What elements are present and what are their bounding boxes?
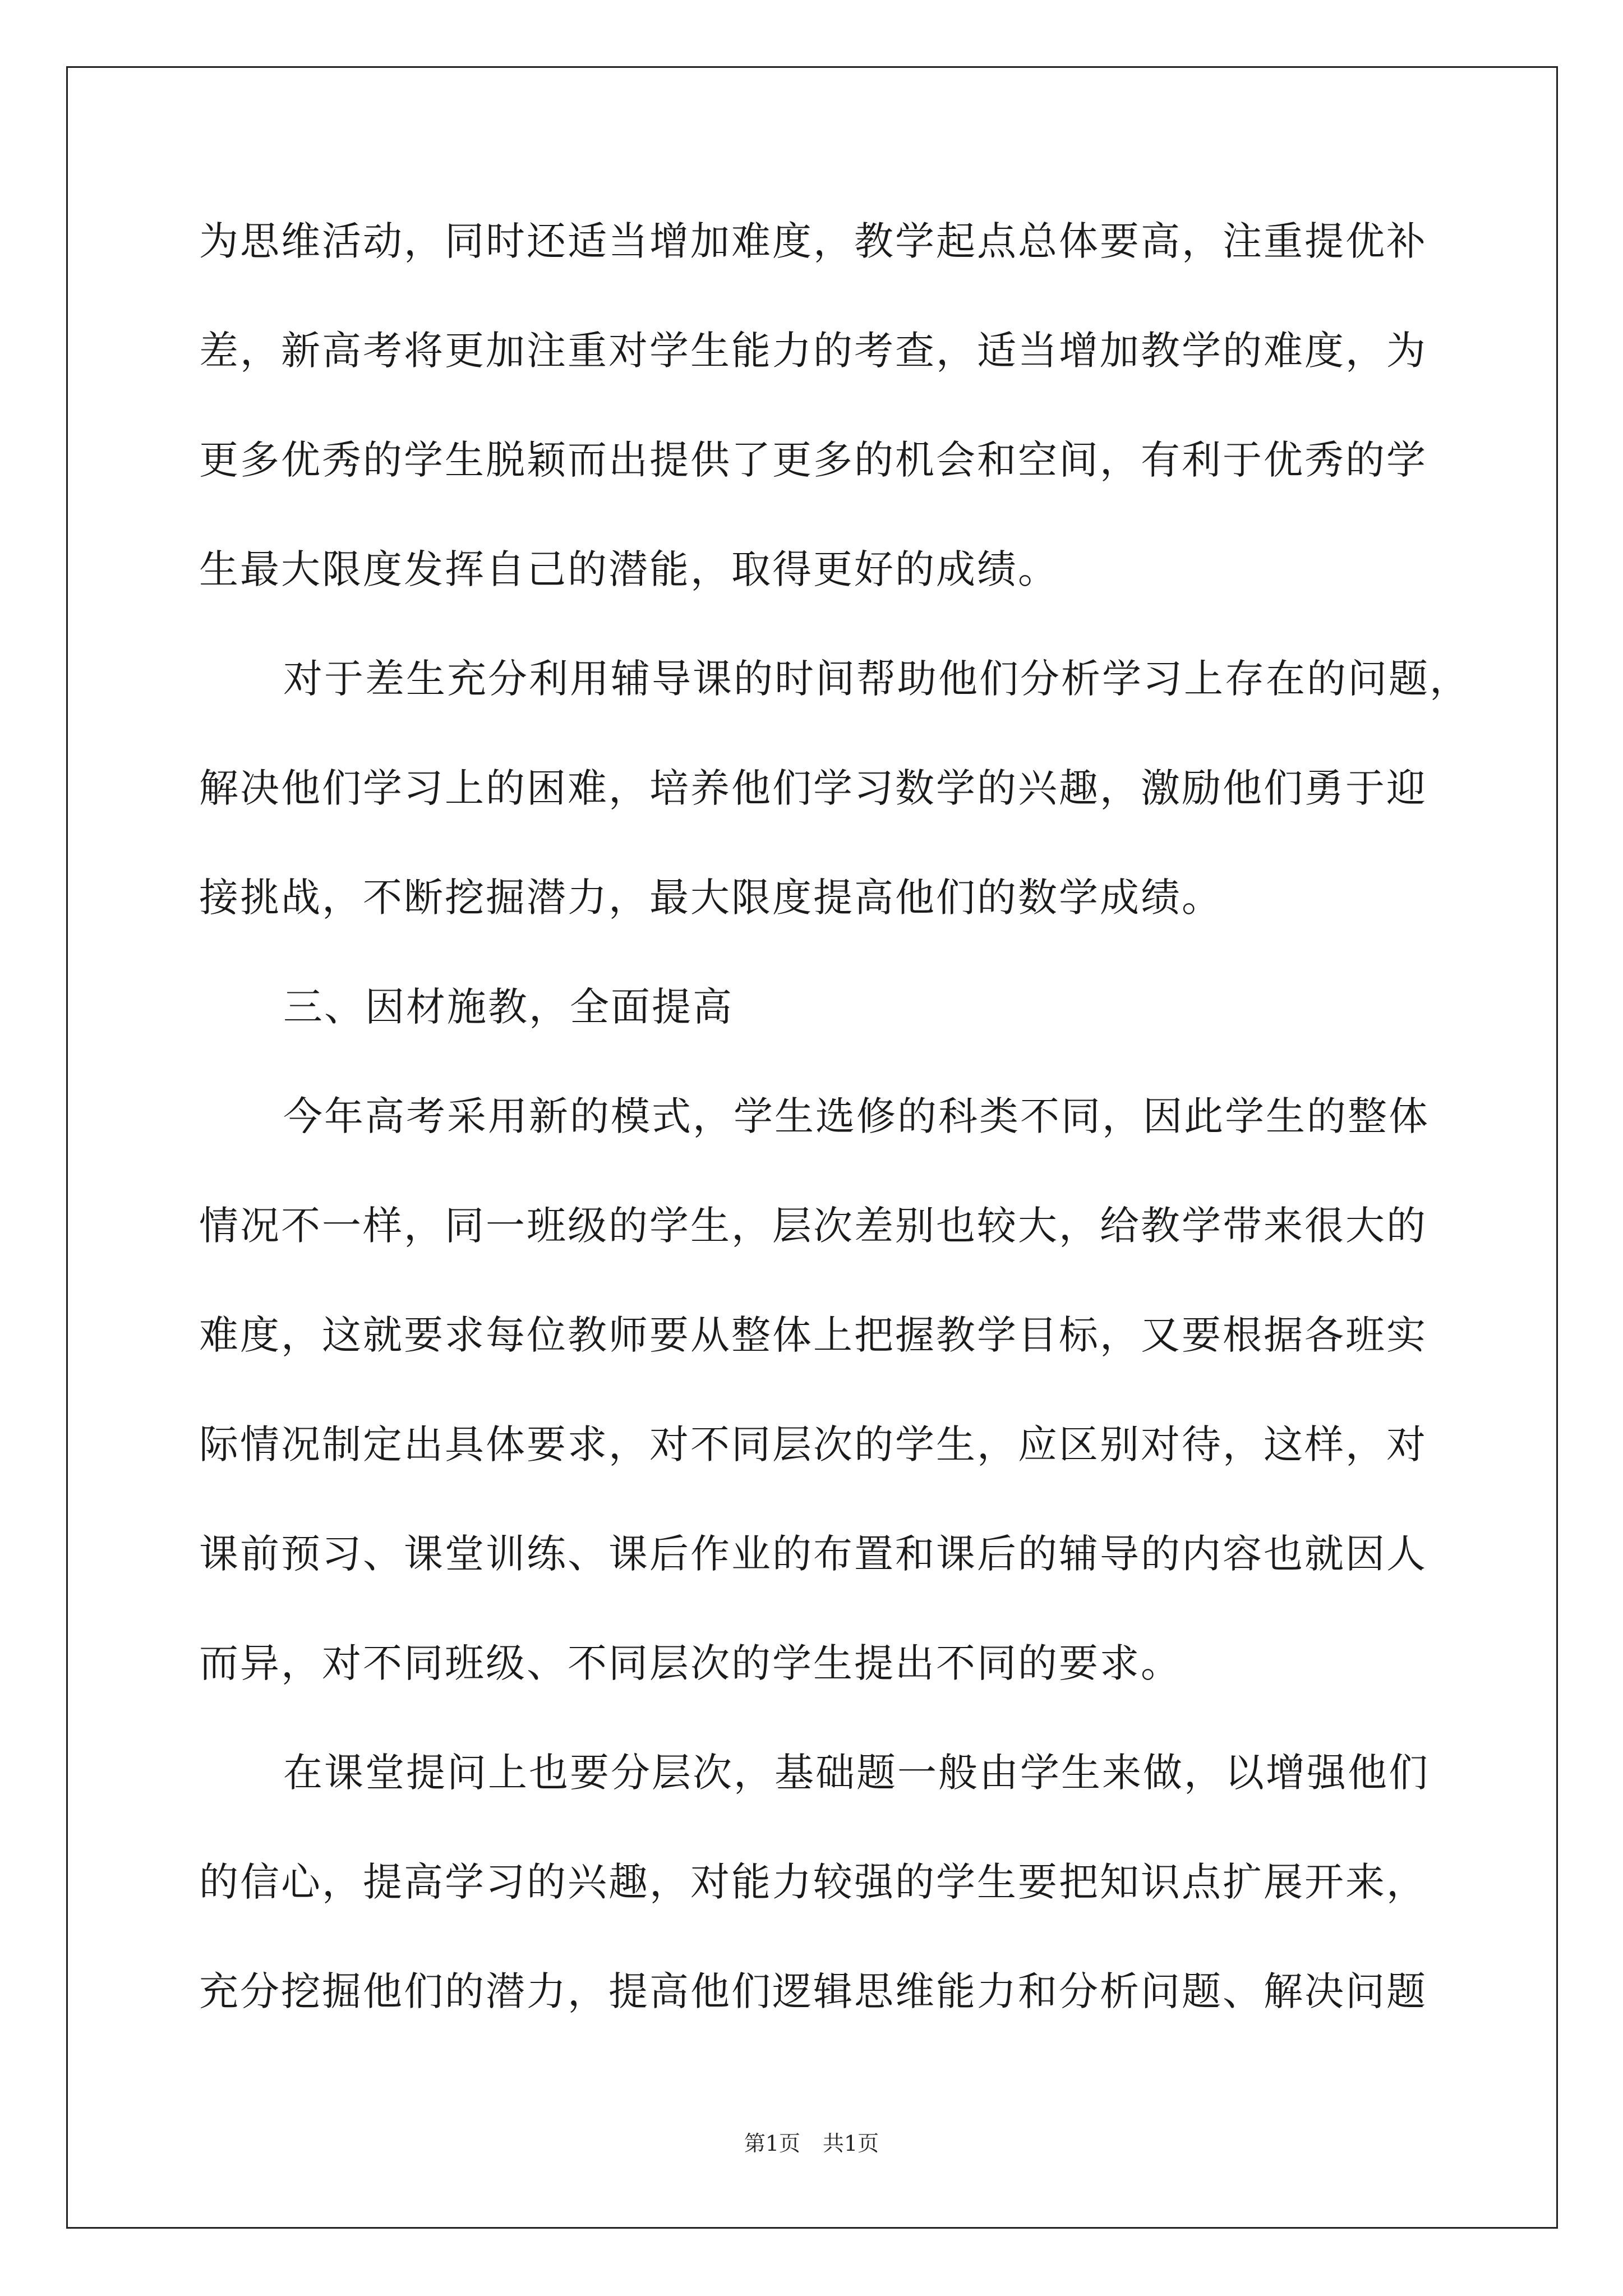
text-line-4: 生最大限度发挥自己的潜能，取得更好的成绩。 bbox=[199, 546, 1059, 592]
text-line-14: 而异，对不同班级、不同层次的学生提出不同的要求。 bbox=[199, 1640, 1182, 1686]
text-line-17: 充分挖掘他们的潜力，提高他们逻辑思维能力和分析问题、解决问题 bbox=[199, 1968, 1427, 2014]
text-line-7: 接挑战，不断挖掘潜力，最大限度提高他们的数学成绩。 bbox=[199, 875, 1223, 921]
text-line-16: 的信心，提高学习的兴趣，对能力较强的学生要把知识点扩展开来， bbox=[199, 1859, 1427, 1905]
text-line-1: 为思维活动，同时还适当增加难度，教学起点总体要高，注重提优补 bbox=[199, 218, 1427, 264]
text-line-10: 情况不一样，同一班级的学生，层次差别也较大，给教学带来很大的 bbox=[199, 1203, 1427, 1249]
text-line-15: 在课堂提问上也要分层次，基础题一般由学生来做，以增强他们 bbox=[283, 1750, 1430, 1796]
page-total: 共1页 bbox=[823, 2131, 879, 2156]
text-line-2: 差，新高考将更加注重对学生能力的考查，适当增加教学的难度，为 bbox=[199, 328, 1427, 374]
text-line-12: 际情况制定出具体要求，对不同层次的学生，应区别对待，这样，对 bbox=[199, 1421, 1427, 1467]
text-line-9: 今年高考采用新的模式，学生选修的科类不同，因此学生的整体 bbox=[283, 1093, 1430, 1139]
page-number: 第1页 bbox=[744, 2131, 800, 2156]
document-body bbox=[199, 218, 1470, 2081]
page-footer bbox=[0, 2131, 1623, 2156]
section-heading: 三、因材施教，全面提高 bbox=[283, 984, 734, 1030]
text-line-11: 难度，这就要求每位教师要从整体上把握教学目标，又要根据各班实 bbox=[199, 1312, 1427, 1358]
text-line-5: 对于差生充分利用辅导课的时间帮助他们分析学习上存在的问题， bbox=[283, 656, 1470, 702]
text-line-6: 解决他们学习上的困难，培养他们学习数学的兴趣，激励他们勇于迎 bbox=[199, 765, 1427, 811]
text-line-13: 课前预习、课堂训练、课后作业的布置和课后的辅导的内容也就因人 bbox=[199, 1531, 1427, 1577]
text-line-3: 更多优秀的学生脱颖而出提供了更多的机会和空间，有利于优秀的学 bbox=[199, 437, 1427, 483]
